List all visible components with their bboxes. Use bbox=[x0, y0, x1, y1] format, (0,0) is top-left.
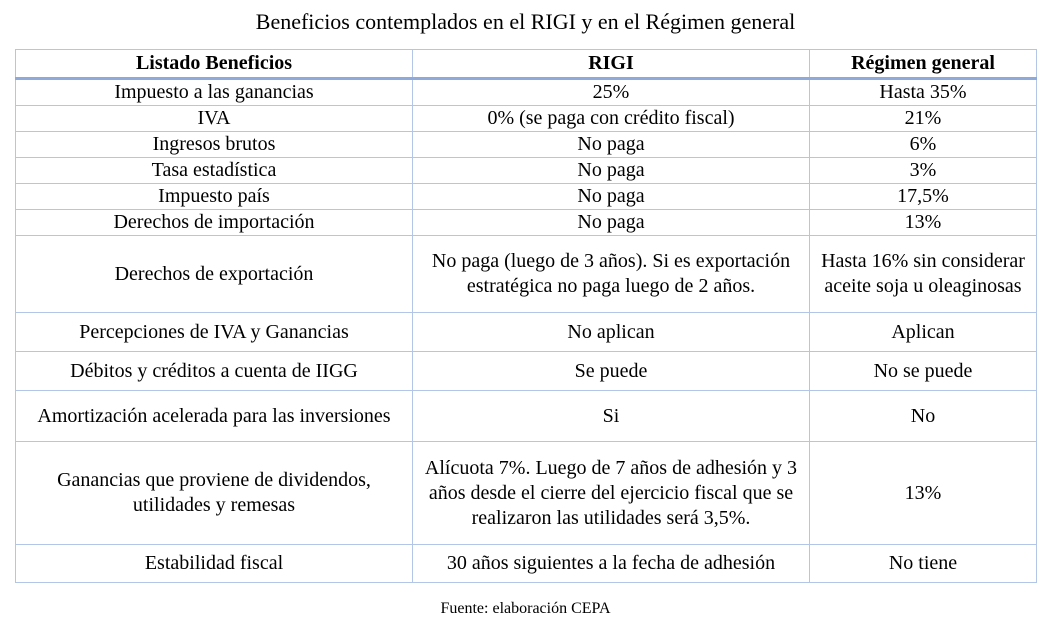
general-cell: 21% bbox=[810, 106, 1037, 132]
rigi-cell: No paga bbox=[413, 158, 810, 184]
table-row bbox=[16, 184, 1037, 210]
rigi-cell: 25% bbox=[413, 79, 810, 106]
benefit-cell: Impuesto país bbox=[16, 184, 413, 210]
benefits-table bbox=[15, 49, 1037, 583]
benefit-cell: Estabilidad fiscal bbox=[16, 545, 413, 583]
benefit-cell: Amortización acelerada para las inversiones bbox=[16, 391, 413, 442]
table-row bbox=[16, 79, 1037, 106]
benefit-cell: Tasa estadística bbox=[16, 158, 413, 184]
general-cell: No se puede bbox=[810, 352, 1037, 391]
benefit-cell: Ingresos brutos bbox=[16, 132, 413, 158]
benefit-cell: Impuesto a las ganancias bbox=[16, 79, 413, 106]
table-row bbox=[16, 236, 1037, 313]
rigi-cell: Se puede bbox=[413, 352, 810, 391]
general-cell: No tiene bbox=[810, 545, 1037, 583]
general-cell: Hasta 35% bbox=[810, 79, 1037, 106]
table-title: Beneficios contemplados en el RIGI y en el Régimen general bbox=[255, 9, 796, 34]
benefit-cell: Derechos de importación bbox=[16, 210, 413, 236]
table-row bbox=[16, 132, 1037, 158]
general-cell: 6% bbox=[810, 132, 1037, 158]
general-cell: Aplican bbox=[810, 313, 1037, 352]
rigi-cell: No paga bbox=[413, 132, 810, 158]
general-cell: 17,5% bbox=[810, 184, 1037, 210]
column-header-general: Régimen general bbox=[810, 50, 1037, 79]
table-header-row bbox=[16, 50, 1037, 79]
benefit-cell: Ganancias que proviene de dividendos, utilidades y remesas bbox=[16, 442, 413, 545]
table-row bbox=[16, 352, 1037, 391]
general-cell: Hasta 16% sin considerar aceite soja u oleaginosas bbox=[810, 236, 1037, 313]
rigi-cell: Alícuota 7%. Luego de 7 años de adhesión y 3 años desde el cierre del ejercicio fiscal que se realizaron las utilidades será 3,5%. bbox=[413, 442, 810, 545]
general-cell: 13% bbox=[810, 210, 1037, 236]
rigi-cell: No paga bbox=[413, 210, 810, 236]
benefit-cell: IVA bbox=[16, 106, 413, 132]
rigi-cell: No paga bbox=[413, 184, 810, 210]
table-row bbox=[16, 545, 1037, 583]
column-header-benefits: Listado Beneficios bbox=[16, 50, 413, 79]
rigi-cell: No paga (luego de 3 años). Si es exportación estratégica no paga luego de 2 años. bbox=[413, 236, 810, 313]
general-cell: 3% bbox=[810, 158, 1037, 184]
benefit-cell: Débitos y créditos a cuenta de IIGG bbox=[16, 352, 413, 391]
benefit-cell: Percepciones de IVA y Ganancias bbox=[16, 313, 413, 352]
benefit-cell: Derechos de exportación bbox=[16, 236, 413, 313]
table-row bbox=[16, 210, 1037, 236]
general-cell: No bbox=[810, 391, 1037, 442]
rigi-cell: Si bbox=[413, 391, 810, 442]
table-row bbox=[16, 158, 1037, 184]
table-row bbox=[16, 313, 1037, 352]
table-row bbox=[16, 391, 1037, 442]
general-cell: 13% bbox=[810, 442, 1037, 545]
rigi-cell: 30 años siguientes a la fecha de adhesión bbox=[413, 545, 810, 583]
rigi-cell: No aplican bbox=[413, 313, 810, 352]
table-row bbox=[16, 442, 1037, 545]
source-note: Fuente: elaboración CEPA bbox=[440, 600, 611, 617]
table-row bbox=[16, 106, 1037, 132]
rigi-cell: 0% (se paga con crédito fiscal) bbox=[413, 106, 810, 132]
column-header-rigi: RIGI bbox=[413, 50, 810, 79]
